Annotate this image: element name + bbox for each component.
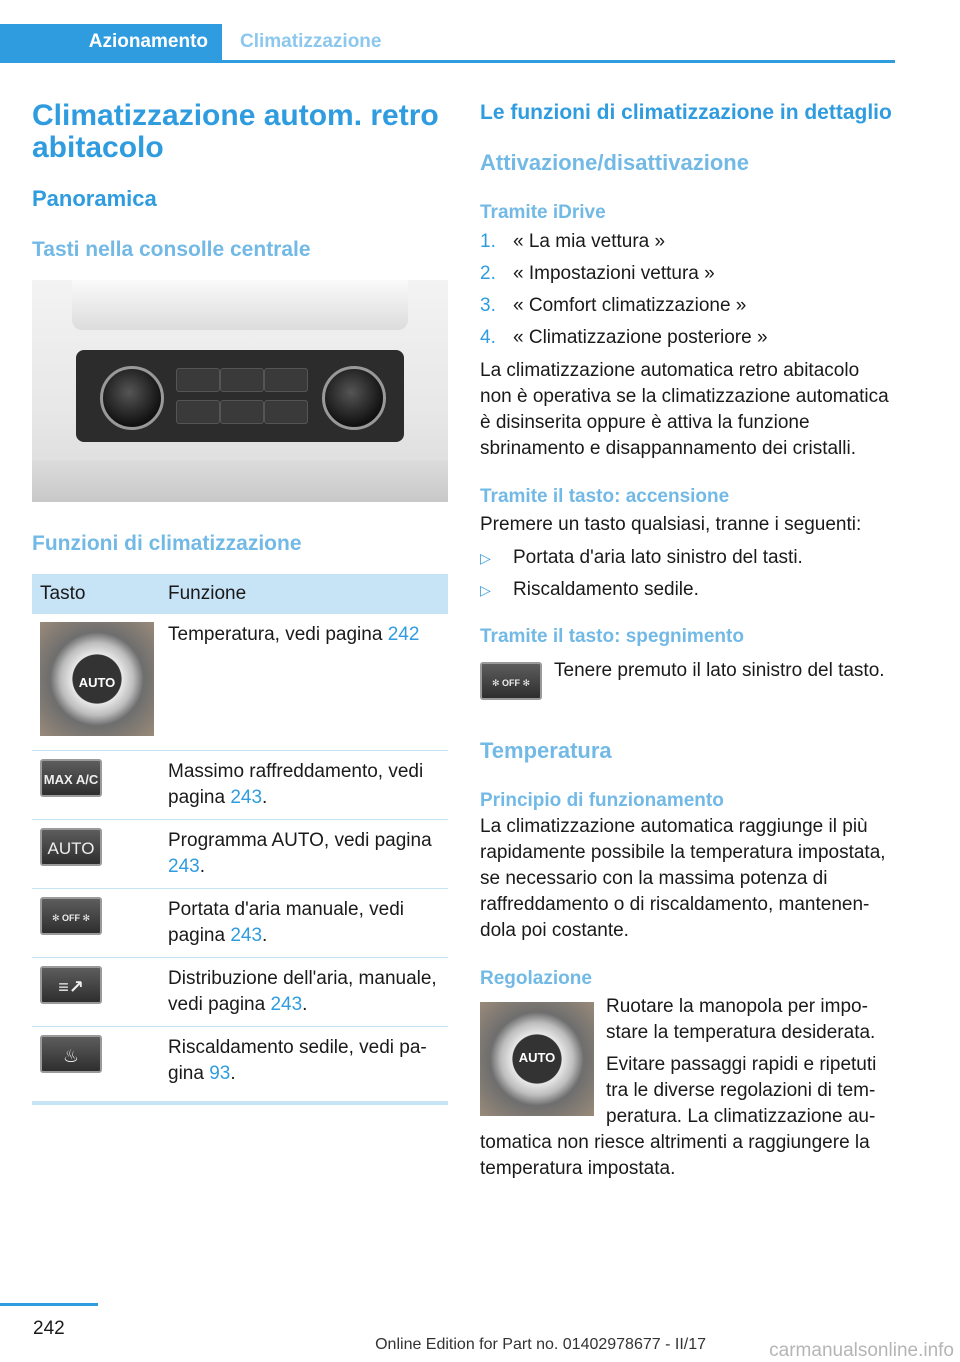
list-item [480, 322, 895, 354]
left-knob [100, 366, 164, 430]
spegnimento-block [480, 658, 895, 704]
list-item [480, 574, 895, 606]
section-panoramica: Panoramica [32, 186, 157, 211]
temperature-knob-icon [40, 622, 154, 736]
panel-button [220, 400, 264, 424]
left-column [32, 100, 448, 1105]
page-link[interactable]: 243 [230, 787, 263, 808]
functions-table [32, 574, 448, 1095]
page-number: 242 [33, 1318, 65, 1339]
footer-rule [0, 1303, 98, 1306]
paragraph-principio: La climatizzazione automatica raggiunge il più rapidamente possibile la temperatura impostata, se necessario con la massima potenza di raffreddamento o di riscaldamento, mantenendola poi costante. [480, 816, 886, 941]
edition-note: Online Edition for Part no. 01402978677 - II/17 [375, 1336, 706, 1353]
subsection-spegnimento: Tramite il tasto: spegnimento [480, 626, 744, 647]
row-text-end: . [302, 994, 308, 1015]
step-text: « La mia vettura » [513, 231, 666, 252]
table-row [32, 1027, 448, 1096]
panel-button [264, 400, 308, 424]
list-item [480, 542, 895, 574]
paragraph-spegnimento: Tenere premuto il lato sinistro del tasto. [554, 660, 885, 681]
temperature-knob-icon [480, 1002, 594, 1116]
seat-heating-icon: ♨ [40, 1035, 102, 1073]
fan-off-label: OFF [502, 678, 520, 688]
step-text: « Climatizzazione posteriore » [513, 327, 768, 348]
row-text-end: . [262, 787, 268, 808]
page-link[interactable]: 243 [270, 994, 303, 1015]
air-distribution-icon: ≡↗ [40, 966, 102, 1004]
paragraph-regolazione-2: Evitare passaggi rapidi e ripetuti tra le diverse regolazioni di temperatura. La climatizzazione automatica non riesce altrimenti a raggiungere la temperatura impostata. [480, 1054, 877, 1179]
row-text: Temperatura, vedi pagina [168, 624, 388, 645]
page-link[interactable]: 242 [387, 624, 420, 645]
subsection-funzioni: Funzioni di climatizzazione [32, 532, 302, 555]
tab-climatizzazione[interactable]: Climatizzazione [240, 31, 382, 52]
console-base [32, 460, 448, 502]
air-vent [72, 280, 408, 330]
row-text: Distribuzione dell'aria, manuale, vedi pagina [168, 968, 437, 1015]
row-text-end: . [230, 1063, 236, 1084]
column-header-funzione: Funzione [160, 574, 448, 614]
subsection-regolazione: Regolazione [480, 968, 592, 989]
list-item [480, 290, 895, 322]
panel-button [220, 368, 264, 392]
subsection-idrive: Tramite iDrive [480, 202, 606, 223]
knob-label: AUTO [78, 675, 116, 690]
auto-program-icon: AUTO [40, 828, 102, 866]
page-link[interactable]: 243 [230, 925, 263, 946]
subsection-tasti: Tasti nella consolle centrale [32, 238, 311, 261]
section-temperatura: Temperatura [480, 738, 612, 763]
right-column [480, 100, 895, 1182]
exception-text: Portata d'aria lato sinistro del tasti. [513, 547, 803, 568]
table-row [32, 820, 448, 889]
page-link[interactable]: 243 [168, 856, 200, 877]
arrow-icon: ▷ [480, 550, 491, 566]
table-row [32, 614, 448, 751]
panel-button [264, 368, 308, 392]
section-title-funzioni: Le funzioni di climatizzazione in dettaglio [480, 101, 892, 124]
page-link[interactable]: 93 [209, 1063, 231, 1084]
watermark: carmanualsonline.info [769, 1340, 954, 1361]
fan-off-label: OFF [62, 913, 80, 923]
row-text: Massimo raffreddamento, vedi pagina [168, 761, 424, 808]
table-row [32, 958, 448, 1027]
idrive-steps [480, 226, 895, 354]
subsection-principio: Principio di funzionamento [480, 790, 724, 811]
tab-azionamento[interactable]: Azionamento [0, 24, 222, 60]
list-item [480, 258, 895, 290]
row-text-end: . [262, 925, 268, 946]
right-knob [322, 366, 386, 430]
paragraph-regolazione-1: Ruotare la manopola per impostare la temperatura desiderata. [606, 996, 876, 1043]
chapter-tabs [0, 24, 895, 63]
arrow-icon: ▷ [480, 582, 491, 598]
max-ac-icon: MAX A/C [40, 759, 102, 797]
fan-airflow-icon: ✻ OFF ✻ [480, 662, 542, 700]
row-text-end: . [199, 856, 205, 877]
row-text: Programma AUTO, vedi pagina [168, 830, 432, 851]
paragraph-idrive: La climatizzazione automatica retro abitacolo non è operativa se la climatizzazione automatica è disinserita oppure è attiva la funzione sbrinamento e disappannamento dei cristalli. [480, 360, 889, 459]
paragraph-accensione: Premere un tasto qualsiasi, tranne i seguenti: [480, 514, 862, 535]
step-number: 1. [480, 231, 496, 252]
exceptions-list [480, 542, 895, 606]
row-text: Portata d'aria manuale, vedi pagina [168, 899, 404, 946]
step-text: « Comfort climatizzazione » [513, 295, 747, 316]
panel-button [176, 368, 220, 392]
step-number: 3. [480, 295, 496, 316]
table-row [32, 889, 448, 958]
fan-airflow-icon: ✻ OFF ✻ [40, 897, 102, 935]
column-header-tasto: Tasto [32, 574, 160, 614]
knob-label: AUTO [518, 1050, 556, 1065]
row-text: Riscaldamento sedile, vedi pagina [168, 1037, 427, 1084]
panel-button [176, 400, 220, 424]
step-text: « Impostazioni vettura » [513, 263, 715, 284]
section-attivazione: Attivazione/disattivazione [480, 150, 749, 175]
exception-text: Riscaldamento sedile. [513, 579, 699, 600]
table-header-row [32, 574, 448, 614]
step-number: 4. [480, 327, 496, 348]
page-title: Climatizzazione autom. retro abitacolo [32, 99, 439, 164]
table-row [32, 751, 448, 820]
subsection-accensione: Tramite il tasto: accensione [480, 486, 730, 507]
climate-panel [76, 350, 404, 442]
regolazione-block [480, 994, 895, 1182]
list-item [480, 226, 895, 258]
step-number: 2. [480, 263, 496, 284]
table-bottom-rule [32, 1101, 448, 1105]
console-photo [32, 280, 448, 502]
